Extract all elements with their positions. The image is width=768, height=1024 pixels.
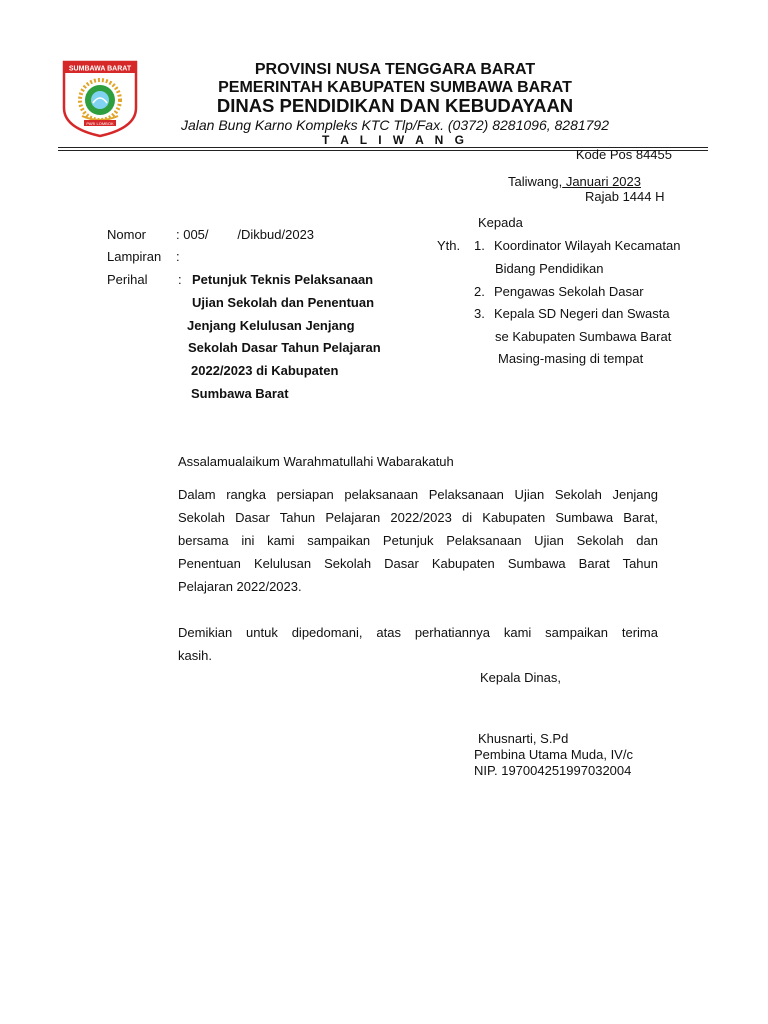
lampiran-value: : [176,249,180,264]
date-hijri: Rajab 1444 H [585,189,665,204]
recipient-number: 3. [474,306,485,321]
perihal-line: Sumbawa Barat [191,386,289,401]
yth-label: Yth. [437,238,461,253]
kepada-label: Kepada [478,215,523,230]
nomor-label: Nomor [107,227,147,242]
paragraph-line: Demikian untuk dipedomani, atas perhatiannya kami sampaikan terima [178,625,658,640]
paragraph-line: Penentuan Kelulusan Sekolah Dasar Kabupaten Sumbawa Barat Tahun [178,556,658,571]
logo-motto: PARI LOMBOK [86,121,114,126]
perihal-line: 2022/2023 di Kabupaten [191,363,339,378]
letterhead-address: Jalan Bung Karno Kompleks KTC Tlp/Fax. (0372) 8281096, 8281792 [180,117,610,133]
paragraph-line: Sekolah Dasar Tahun Pelajaran 2022/2023 di Kabupaten Sumbawa Barat, [178,510,658,525]
signatory-name: Khusnarti, S.Pd [478,731,569,746]
greeting: Assalamualaikum Warahmatullahi Wabarakatuh [178,454,454,469]
signatory-rank: Pembina Utama Muda, IV/c [474,747,633,762]
date-place: Taliwang, [508,174,563,189]
nomor-value: : 005/ /Dikbud/2023 [176,227,315,242]
logo-text: SUMBAWA BARAT [68,65,132,73]
letterhead-city: T A L I W A N G [322,133,468,147]
perihal-line: Jenjang Kelulusan Jenjang [187,318,355,333]
recipient-line: Bidang Pendidikan [495,261,604,276]
recipient-line: se Kabupaten Sumbawa Barat [495,329,672,344]
body-paragraph-1 [178,483,658,598]
perihal-line: Ujian Sekolah dan Penentuan [192,295,375,310]
letterhead-government: PEMERINTAH KABUPATEN SUMBAWA BARAT [218,79,572,96]
signatory-title: Kepala Dinas, [480,670,561,685]
regency-logo [60,60,140,138]
postal-code: Kode Pos 84455 [575,147,672,162]
paragraph-line: Pelajaran 2022/2023. [178,579,302,594]
perihal-label: Perihal [107,272,148,287]
letterhead-agency: DINAS PENDIDIKAN DAN KEBUDAYAAN [216,95,574,116]
perihal-colon: : [178,272,182,287]
paragraph-line: kasih. [178,648,212,663]
recipient-number: 2. [474,284,485,299]
recipient-place: Masing-masing di tempat [498,351,644,366]
signatory-nip: NIP. 197004251997032004 [474,763,632,778]
paragraph-line: bersama ini kami sampaikan Petunjuk Pelaksanaan Ujian Sekolah dan [178,533,658,548]
body-paragraph-2 [178,621,658,667]
recipient-line: Kepala SD Negeri dan Swasta [494,306,670,321]
lampiran-label: Lampiran [107,249,162,264]
date-gregorian: Januari 2023 [562,174,641,189]
paragraph-line: Dalam rangka persiapan pelaksanaan Pelaksanaan Ujian Sekolah Jenjang [178,487,658,502]
date-line [508,175,641,188]
perihal-line: Sekolah Dasar Tahun Pelajaran [188,340,381,355]
recipient-number: 1. [474,238,485,253]
perihal-line: Petunjuk Teknis Pelaksanaan [192,272,374,287]
recipient-line: Pengawas Sekolah Dasar [494,284,644,299]
recipient-line: Koordinator Wilayah Kecamatan [494,238,681,253]
letterhead-province: PROVINSI NUSA TENGGARA BARAT [254,61,536,78]
